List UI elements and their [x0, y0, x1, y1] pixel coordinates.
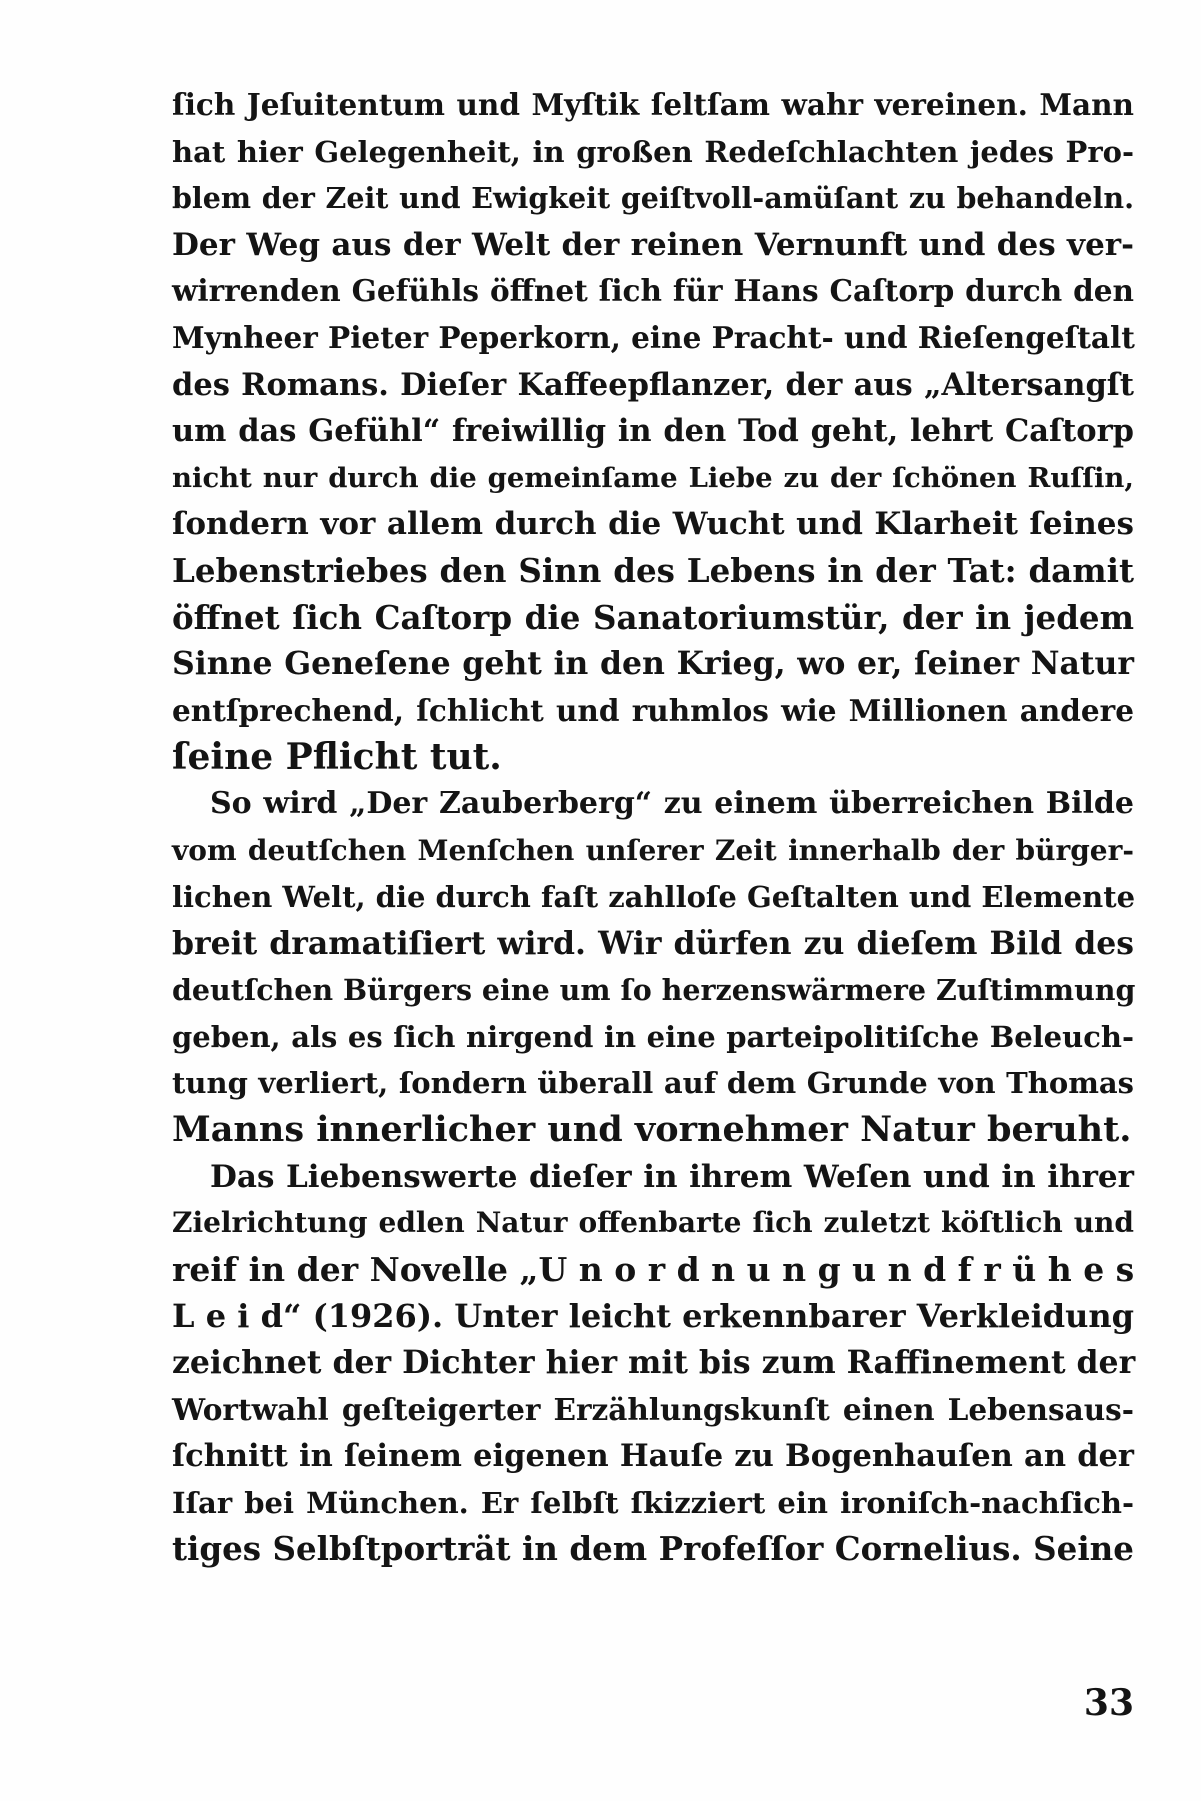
- text-line: hat hier Gelegenheit, in großen Redeſchlachten jedes Pro-: [172, 134, 1134, 169]
- text-line: des Romans. Dieſer Kaffeepflanzer, der aus „Altersangſt: [172, 366, 1134, 403]
- text-line: entſprechend, ſchlicht und ruhmlos wie Millionen andere: [172, 692, 1134, 728]
- text-line: reif in der Novelle „U n o r d n u n g u n d f r ü h e s: [172, 1249, 1135, 1289]
- text-line: Manns innerlicher und vornehmer Natur beruht.: [172, 1109, 1132, 1151]
- text-line: tiges Selbſtporträt in dem Profeſſor Cornelius. Seine: [172, 1529, 1134, 1569]
- text-line: tung verliert, ſondern überall auf dem Grunde von Thomas: [172, 1066, 1134, 1101]
- text-line: wirrenden Gefühls öffnet ſich für Hans Caſtorp durch den: [172, 273, 1134, 309]
- text-line: L e i d“ (1926). Unter leicht erkennbarer Verkleidung: [172, 1297, 1134, 1336]
- text-line: ſeine Pflicht tut.: [172, 736, 502, 779]
- text-line: vom deutſchen Menſchen unſerer Zeit innerhalb der bürger-: [172, 833, 1134, 867]
- text-line: ſich Jeſuitentum und Myſtik ſeltſam wahr vereinen. Mann: [172, 87, 1134, 122]
- text-line: Wortwahl geſteigerter Erzählungskunſt einen Lebensaus-: [172, 1391, 1134, 1427]
- text-line: breit dramatiſiert wird. Wir dürfen zu dieſem Bild des: [172, 924, 1134, 962]
- text-line: Lebenstriebes den Sinn des Lebens in der Tat: damit: [172, 550, 1134, 590]
- text-line: Das Liebenswerte dieſer in ihrem Weſen und in ihrer: [210, 1158, 1134, 1195]
- text-line: So wird „Der Zauberberg“ zu einem überreichen Bilde: [210, 785, 1134, 821]
- text-line: um das Gefühl“ freiwillig in den Tod geht, lehrt Caſtorp: [172, 413, 1134, 450]
- text-line: Mynheer Pieter Peperkorn, eine Pracht- und Rieſengeſtalt: [172, 319, 1135, 355]
- text-line: Iſar bei München. Er ſelbſt ſkizziert ein ironiſch-nachſich-: [172, 1485, 1134, 1520]
- text-line: Der Weg aus der Welt der reinen Vernunft und des ver-: [172, 226, 1134, 263]
- text-line: geben, als es ſich nirgend in eine parteipolitiſche Beleuch-: [172, 1019, 1134, 1054]
- page-number: 33: [1083, 1682, 1134, 1724]
- text-line: blem der Zeit und Ewigkeit geiſtvoll-amüſant zu behandeln.: [172, 181, 1134, 216]
- text-line: Sinne Geneſene geht in den Krieg, wo er, ſeiner Natur: [172, 645, 1134, 683]
- body-text: [172, 82, 1134, 1573]
- text-line: zeichnet der Dichter hier mit bis zum Raffinement der: [172, 1344, 1136, 1382]
- text-line: lichen Welt, die durch faſt zahlloſe Geſtalten und Elemente: [172, 880, 1136, 915]
- text-line: ſondern vor allem durch die Wucht und Klarheit ſeines: [172, 506, 1134, 543]
- text-line: Zielrichtung edlen Natur offenbarte ſich zuletzt köſtlich und: [172, 1206, 1134, 1240]
- text-line: nicht nur durch die gemeinſame Liebe zu der ſchönen Ruſſin,: [172, 461, 1134, 494]
- text-line: ſchnitt in ſeinem eigenen Hauſe zu Bogenhauſen an der: [172, 1438, 1134, 1475]
- text-line: deutſchen Bürgers eine um ſo herzenswärmere Zuſtimmung: [172, 973, 1136, 1008]
- text-line: öffnet ſich Caſtorp die Sanatoriumstür, der in jedem: [172, 597, 1134, 637]
